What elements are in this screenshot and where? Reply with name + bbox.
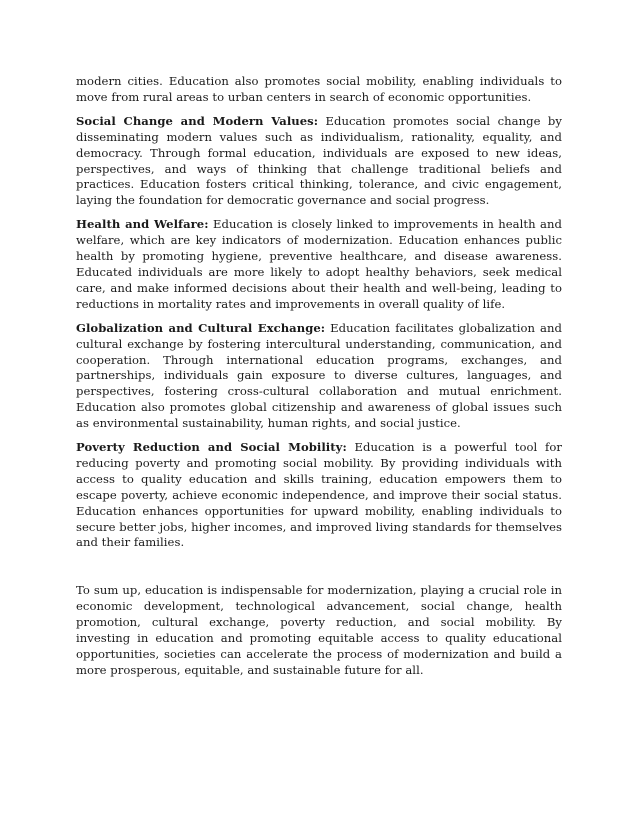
section-health-welfare	[76, 217, 562, 312]
section-heading: Social Change and Modern Values:	[76, 113, 319, 128]
section-heading: Globalization and Cultural Exchange:	[76, 320, 326, 335]
section-social-change	[76, 114, 562, 209]
section-body: Education is a powerful tool for reducing poverty and promoting social mobility. By providing individuals with access to quality education and skills training, education empowers them to escape poverty, achieve economic independence, and improve their social status. Education enhances opportunities for upward mobility, enabling individuals to secure better jobs, higher incomes, and improved living standards for themselves and their families.	[76, 440, 562, 550]
section-body: Education is closely linked to improvements in health and welfare, which are key indicators of modernization. Education enhances public health by promoting hygiene, preventive healthcare, and disease awareness. Educated individuals are more likely to adopt healthy behaviors, seek medical care, and make informed decisions about their health and well-being, leading to reductions in mortality rates and improvements in overall quality of life.	[76, 217, 562, 311]
conclusion-paragraph: To sum up, education is indispensable for modernization, playing a crucial role in economic development, technological advancement, social change, health promotion, cultural exchange, poverty reduction, and social mobility. By investing in education and promoting equitable access to quality educational opportunities, societies can accelerate the process of modernization and build a more prosperous, equitable, and sustainable future for all.	[76, 583, 562, 677]
section-heading: Health and Welfare:	[76, 217, 209, 232]
document-page	[76, 74, 562, 687]
section-heading: Poverty Reduction and Social Mobility:	[76, 440, 347, 455]
section-poverty-reduction	[76, 440, 562, 551]
section-globalization	[76, 321, 562, 432]
section-body: Education promotes social change by disseminating modern values such as individualism, rationality, equality, and democracy. Through formal education, individuals are exposed to new ideas, perspectives, and ways of thinking that challenge traditional beliefs and practices. Education fosters critical thinking, tolerance, and civic engagement, laying the foundation for democratic governance and social progress.	[76, 113, 562, 208]
intro-paragraph: modern cities. Education also promotes social mobility, enabling individuals to move from rural areas to urban centers in search of economic opportunities.	[76, 74, 562, 104]
section-body: Education facilitates globalization and cultural exchange by fostering intercultural understanding, communication, and cooperation. Through international education programs, exchanges, and partnerships, individuals gain exposure to diverse cultures, languages, and perspectives, fostering cross-cultural collaboration and mutual enrichment. Education also promotes global citizenship and awareness of global issues such as environmental sustainability, human rights, and social justice.	[76, 320, 562, 431]
